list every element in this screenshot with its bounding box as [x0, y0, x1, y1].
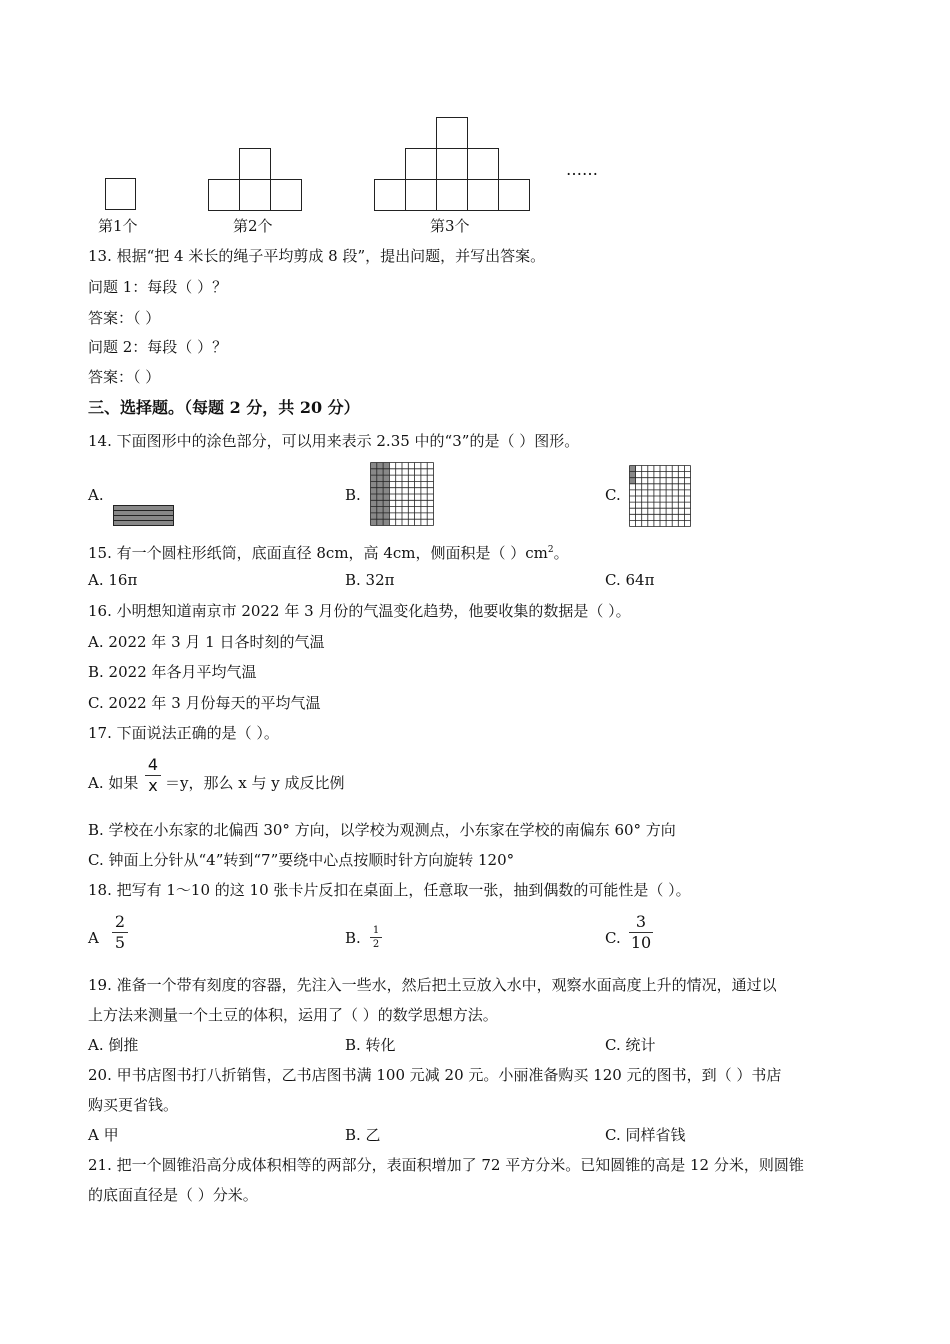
q16-option-c: C. 2022 年 3 月份每天的平均气温: [88, 694, 321, 712]
caption-figure-2: 第2个: [233, 217, 273, 235]
q16-stem: 16. 小明想知道南京市 2022 年 3 月份的气温变化趋势，他要收集的数据是（ ）。: [88, 602, 631, 620]
q18-c-denominator: 10: [630, 933, 652, 952]
q13-question-2: 问题 2：每段（ ）？: [88, 338, 228, 356]
q20-option-b: B. 乙: [345, 1126, 381, 1144]
q20-option-c: C. 同样省钱: [605, 1126, 686, 1144]
q13-answer-1: 答案：（ ）: [88, 309, 161, 327]
grid-shaded-cells: [630, 466, 636, 484]
q20-option-a: A 甲: [88, 1126, 119, 1144]
q18-option-c-fraction: [629, 913, 653, 952]
q17-option-a-prefix: A. 如果: [88, 774, 139, 792]
q17-option-a-suffix: ＝y，那么 x 与 y 成反比例: [165, 774, 345, 792]
q13-question-1: 问题 1：每段（ ）？: [88, 278, 228, 296]
q14-option-b-figure: [370, 462, 434, 526]
q16-option-a: A. 2022 年 3 月 1 日各时刻的气温: [88, 633, 325, 651]
q21-line-1: 21. 把一个圆锥沿高分成体积相等的两部分，表面积增加了 72 平方分米。已知圆锥的高是 12 分米，则圆锥: [88, 1156, 804, 1174]
q14-option-c-label: C.: [605, 486, 621, 504]
q18-option-a-label: A: [88, 929, 99, 947]
q18-option-a-fraction: [112, 913, 128, 952]
q16-option-b: B. 2022 年各月平均气温: [88, 663, 257, 681]
q13-answer-2: 答案：（ ）: [88, 368, 161, 386]
q14-option-a-label: A.: [88, 486, 104, 504]
pattern-figure-1: [105, 178, 137, 210]
q15-stem: [88, 540, 569, 563]
q18-b-numerator: 1: [372, 925, 380, 936]
pattern-figure-2: [208, 148, 302, 211]
q14-option-a-figure: [113, 505, 175, 527]
pattern-ellipsis: ……: [566, 160, 598, 179]
q18-a-denominator: 5: [114, 933, 126, 952]
q17-option-b: B. 学校在小东家的北偏西 30° 方向，以学校为观测点，小东家在学校的南偏东 60° 方向: [88, 821, 676, 839]
q19-option-b: B. 转化: [345, 1036, 396, 1054]
q14-stem: 14. 下面图形中的涂色部分，可以用来表示 2.35 中的“3”的是（ ）图形。: [88, 432, 580, 450]
q18-option-c-label: C.: [605, 929, 621, 947]
q15-stem-end: 。: [553, 544, 569, 562]
q15-option-a: A. 16π: [88, 571, 138, 589]
pattern-figure-3: [374, 117, 530, 211]
section-3-title: 三、选择题。（每题 2 分，共 20 分）: [88, 398, 360, 417]
q18-a-numerator: 2: [114, 912, 126, 931]
caption-figure-3: 第3个: [430, 217, 470, 235]
q19-option-c: C. 统计: [605, 1036, 656, 1054]
q17-option-c: C. 钟面上分针从“4”转到“7”要绕中心点按顺时针方向旋转 120°: [88, 851, 515, 869]
q15-option-c: C. 64π: [605, 571, 655, 589]
q19-option-a: A. 倒推: [88, 1036, 139, 1054]
q18-option-b-fraction: [370, 925, 382, 950]
q14-option-c-figure: [629, 465, 691, 527]
q15-option-b: B. 32π: [345, 571, 395, 589]
q19-line-1: 19. 准备一个带有刻度的容器，先注入一些水，然后把土豆放入水中，观察水面高度上升的情况，通过以: [88, 976, 777, 994]
q14-option-b-label: B.: [345, 486, 361, 504]
q18-stem: 18. 把写有 1～10 的这 10 张卡片反扣在桌面上，任意取一张，抽到偶数的可能性是（ ）。: [88, 881, 691, 899]
q21-line-2: 的底面直径是（ ）分米。: [88, 1186, 258, 1204]
q15-stem-text: 15. 有一个圆柱形纸筒，底面直径 8cm，高 4cm，侧面积是（ ）cm: [88, 544, 548, 562]
q13-stem: 13. 根据“把 4 米长的绳子平均剪成 8 段”，提出问题，并写出答案。: [88, 247, 546, 265]
q18-option-b-label: B.: [345, 929, 361, 947]
q20-line-2: 购买更省钱。: [88, 1096, 179, 1114]
q17-fraction: [145, 756, 161, 795]
caption-figure-1: 第1个: [98, 217, 138, 235]
q17-stem: 17. 下面说法正确的是（ ）。: [88, 724, 279, 742]
q19-line-2: 上方法来测量一个土豆的体积，运用了（ ）的数学思想方法。: [88, 1006, 498, 1024]
q17-fraction-numerator: 4: [147, 755, 159, 774]
q18-c-numerator: 3: [635, 912, 647, 931]
q18-b-denominator: 2: [372, 939, 380, 950]
q18-b-bar: [370, 937, 382, 938]
q15-sup: 2: [547, 545, 554, 555]
q20-line-1: 20. 甲书店图书打八折销售，乙书店图书满 100 元减 20 元。小丽准备购买 120 元的图书，到（ ）书店: [88, 1066, 782, 1084]
q17-fraction-denominator: x: [148, 776, 158, 795]
